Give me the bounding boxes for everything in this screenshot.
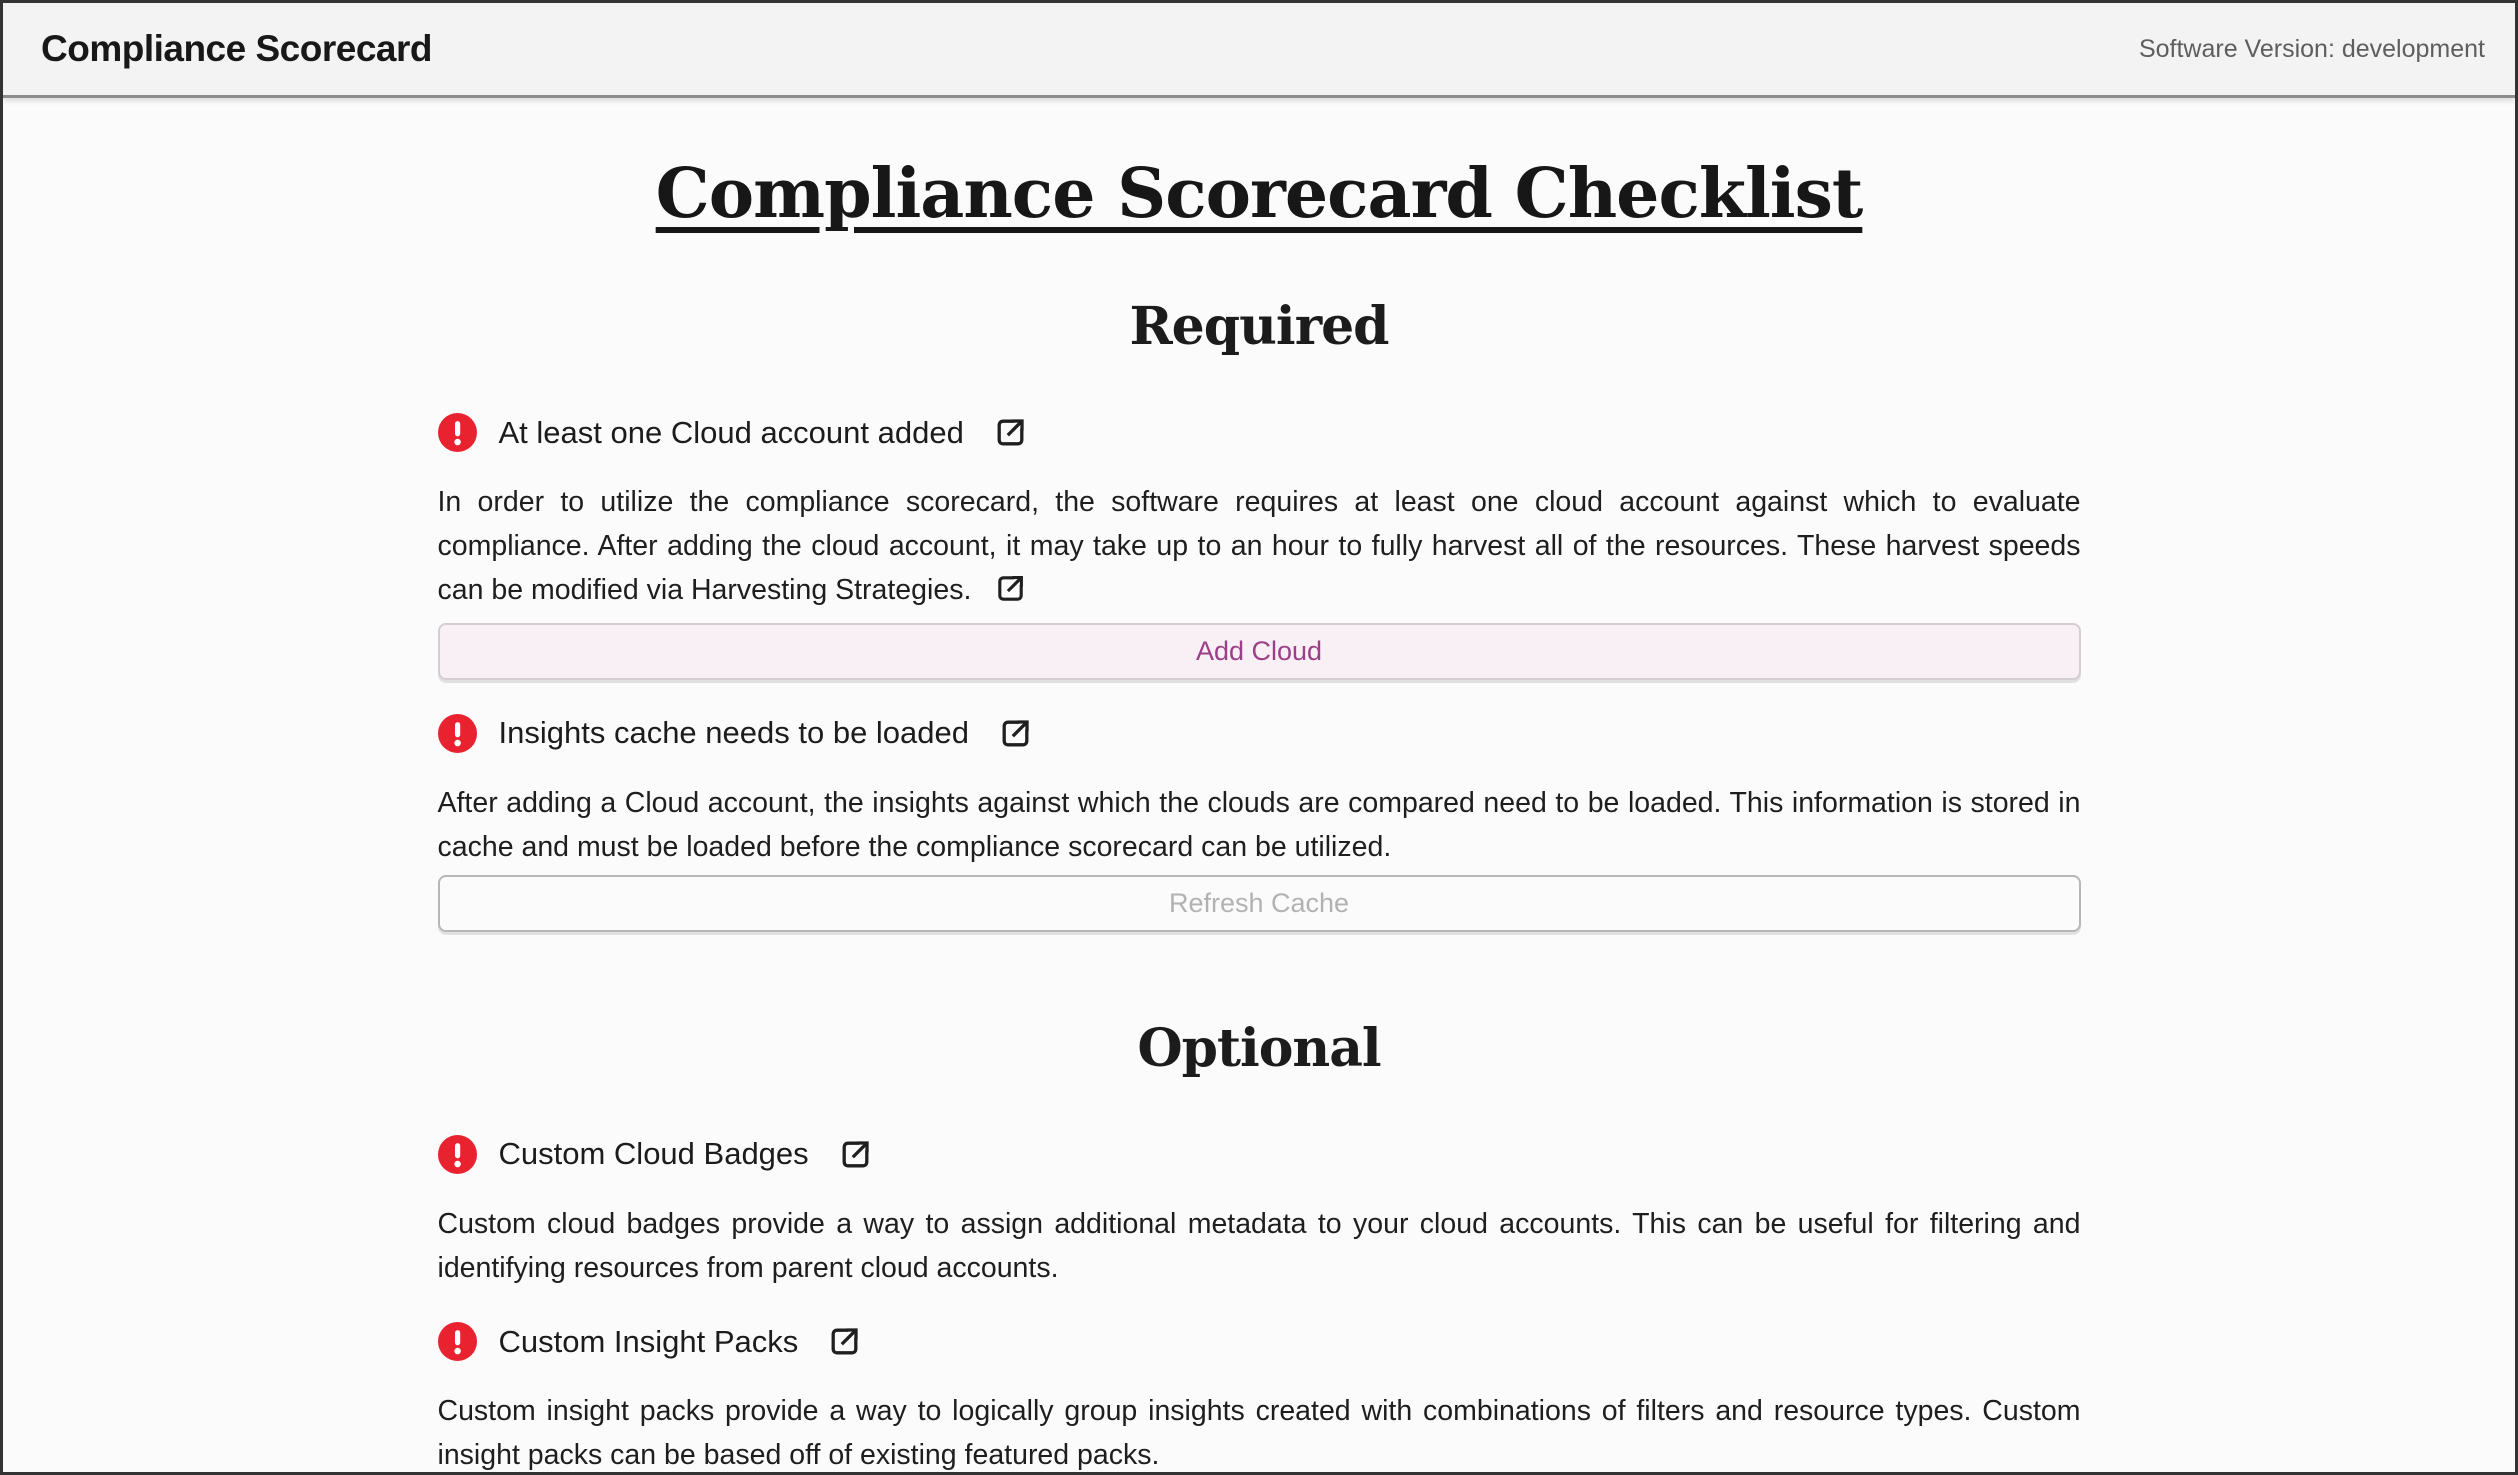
- checklist-item-label: Custom Cloud Badges: [498, 1136, 809, 1172]
- checklist-item-label: Insights cache needs to be loaded: [498, 715, 970, 751]
- app-header: [3, 3, 2515, 98]
- refresh-cache-button[interactable]: Refresh Cache: [438, 875, 2081, 932]
- alert-circle-icon: [438, 1322, 477, 1361]
- external-link-icon[interactable]: [837, 1136, 874, 1173]
- external-link-icon[interactable]: [826, 1323, 863, 1360]
- checklist-item-insights-cache: [438, 714, 2081, 753]
- checklist-item-description: Custom insight packs provide a way to logically group insights created with combinations of filters and resource types. Custom insight packs can be based off of existing featured packs.: [437, 1395, 2081, 1472]
- external-link-icon[interactable]: [993, 571, 1028, 606]
- alert-circle-icon: [438, 714, 477, 753]
- add-cloud-button[interactable]: Add Cloud: [438, 623, 2081, 680]
- external-link-icon[interactable]: [997, 715, 1034, 752]
- checklist-item-description: After adding a Cloud account, the insights against which the clouds are compared need to be loaded. This information is stored in cache and must be loaded before the compliance scorecard can be utilized.: [437, 786, 2081, 863]
- checklist-item-cloud-account: [438, 413, 2081, 452]
- checklist-item-insight-packs: [438, 1322, 2081, 1361]
- alert-circle-icon: [438, 413, 477, 452]
- checklist-item-description: In order to utilize the compliance scorecard, the software requires at least one cloud account against which to evaluate compliance. After adding the cloud account, it may take up to an hour to fully harvest all of the resources. These harvest speeds can be modified via Harvesting Strategies.: [437, 486, 2081, 607]
- page-title: Compliance Scorecard Checklist: [655, 154, 1863, 234]
- software-version-label: Software Version: development: [2138, 34, 2485, 63]
- checklist-item-label: At least one Cloud account added: [498, 414, 964, 450]
- checklist-item-description: Custom cloud badges provide a way to assign additional metadata to your cloud accounts. This can be useful for filtering and identifying resources from parent cloud accounts.: [437, 1207, 2081, 1285]
- section-heading-required: Required: [1129, 296, 1389, 357]
- external-link-icon[interactable]: [992, 414, 1029, 451]
- checklist-item-cloud-badges: [438, 1135, 2081, 1174]
- alert-circle-icon: [438, 1135, 477, 1174]
- section-heading-optional: Optional: [1137, 1017, 1381, 1079]
- main-content: [438, 154, 2081, 1475]
- checklist-item-label: Custom Insight Packs: [498, 1323, 799, 1359]
- app-title: Compliance Scorecard: [41, 28, 432, 69]
